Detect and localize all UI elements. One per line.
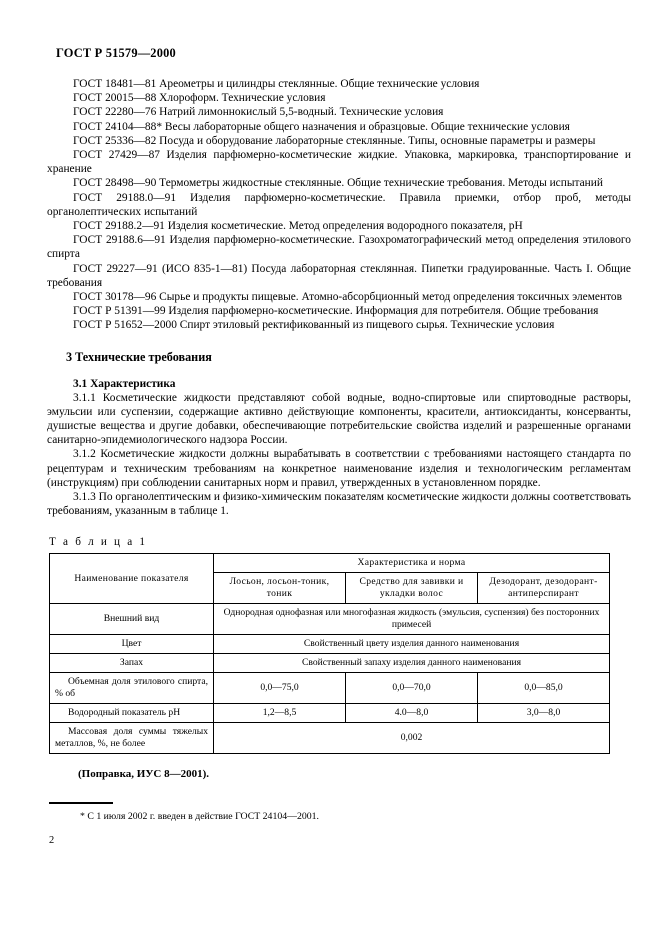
reference-entry: ГОСТ 25336—82 Посуда и оборудование лабораторные стеклянные. Типы, основные параметры и размеры xyxy=(73,134,596,147)
reference-entry: ГОСТ 29227—91 (ИСО 835-1—81) Посуда лабораторная стеклянная. Пипетки градуированные. Часть I. Общие требования xyxy=(47,262,631,289)
reference-entry: ГОСТ 30178—96 Сырье и продукты пищевые. Атомно-абсорбционный метод определения токсичных элементов xyxy=(73,291,622,304)
table-header-row-top xyxy=(50,554,610,573)
paragraph-3-1-2: 3.1.2 Косметические жидкости должны вырабатывать в соответствии с требованиями настоящего стандарта по рецептурам и техническим требованиям на конкретное наименование изделия и технологическим регламентам (инструкциям) при соблюдении санитарных норм и правил, утвержденных в установленном порядке. xyxy=(47,448,631,489)
row-indicator-color: Цвет xyxy=(50,635,214,654)
reference-entry: ГОСТ 22280—76 Натрий лимоннокислый 5,5-водный. Технические условия xyxy=(73,106,444,119)
row-value-ph-deodorant: 3,0—8,0 xyxy=(478,704,610,723)
row-value-heavy-metals: 0,002 xyxy=(214,723,610,754)
reference-entry: ГОСТ 24104—88* Весы лабораторные общего назначения и образцовые. Общие технические условия xyxy=(73,120,570,133)
paragraph-3-1-3: 3.1.3 По органолептическим и физико-химическим показателям косметические жидкости должны соответствовать требованиям, указанным в таблице 1. xyxy=(47,491,631,518)
row-value-ethanol-deodorant: 0,0—85,0 xyxy=(478,673,610,704)
paragraph-3-1-1: 3.1.1 Косметические жидкости представляют собой водные, водно-спиртовые или спиртоводные растворы, эмульсии или суспензии, содержащие активно действующие компоненты, красители, антиоксиданты, консерванты, душистые вещества и другие добавки, обеспечивающие потребительские свойства изделий и разрешенные органами санитарно-эпидемиологического надзора России. xyxy=(47,391,631,447)
reference-entry: ГОСТ 29188.6—91 Изделия парфюмерно-косметические. Газохроматографический метод определения этилового спирта xyxy=(47,234,631,261)
specification-table xyxy=(49,553,610,754)
reference-entry: ГОСТ 18481—81 Ареометры и цилиндры стеклянные. Общие технические условия xyxy=(73,78,480,90)
row-value-odor: Свойственный запаху изделия данного наименования xyxy=(214,654,610,673)
table-header-indicator-name: Наименование показателя xyxy=(50,554,214,604)
page-number: 2 xyxy=(49,834,55,846)
reference-entry: ГОСТ Р 51391—99 Изделия парфюмерно-косметические. Информация для потребителя. Общие требования xyxy=(73,305,599,318)
table-header-column-hair-styling: Средство для завивки и укладки волос xyxy=(346,573,478,604)
reference-entry: ГОСТ 29188.2—91 Изделия косметические. Метод определения водородного показателя, рН xyxy=(73,220,523,233)
section3-paragraphs xyxy=(47,391,631,519)
row-indicator-heavy-metals: Массовая доля суммы тяжелых металлов, %, не более xyxy=(50,723,214,754)
row-value-ethanol-hair: 0,0—70,0 xyxy=(346,673,478,704)
table-row xyxy=(50,704,610,723)
table-header-column-lotion: Лосьон, лосьон-тоник, тоник xyxy=(214,573,346,604)
row-value-ph-hair: 4.0—8,0 xyxy=(346,704,478,723)
row-indicator-ethanol-fraction: Объемная доля этилового спирта, % об xyxy=(50,673,214,704)
reference-entry: ГОСТ 28498—90 Термометры жидкостные стеклянные. Общие технические требования. Методы испытаний xyxy=(73,177,603,190)
table-row xyxy=(50,635,610,654)
row-indicator-odor: Запах xyxy=(50,654,214,673)
table-header-group: Характеристика и норма xyxy=(214,554,610,573)
normative-references-list xyxy=(47,77,631,333)
reference-entry: ГОСТ 29188.0—91 Изделия парфюмерно-косметические. Правила приемки, отбор проб, методы органолептических испытаний xyxy=(47,191,631,218)
standard-header: ГОСТ Р 51579—2000 xyxy=(56,46,176,60)
row-value-ph-lotion: 1,2—8,5 xyxy=(214,704,346,723)
footnote-divider xyxy=(49,802,113,803)
table-row xyxy=(50,654,610,673)
reference-entry: ГОСТ Р 51652—2000 Спирт этиловый ректификованный из пищевого сырья. Технические условия xyxy=(73,319,555,332)
footnote-text: * С 1 июля 2002 г. введен в действие ГОСТ 24104—2001. xyxy=(80,810,319,822)
row-value-color: Свойственный цвету изделия данного наименования xyxy=(214,635,610,654)
row-value-ethanol-lotion: 0,0—75,0 xyxy=(214,673,346,704)
table-row xyxy=(50,723,610,754)
row-indicator-appearance: Внешний вид xyxy=(50,604,214,635)
table-row xyxy=(50,604,610,635)
reference-entry: ГОСТ 27429—87 Изделия парфюмерно-косметические жидкие. Упаковка, маркировка, транспортирование и хранение xyxy=(47,149,631,176)
table-caption: Т а б л и ц а 1 xyxy=(49,536,148,549)
section-title-technical-requirements: 3 Технические требования xyxy=(66,349,212,364)
table-row xyxy=(50,673,610,704)
subsection-title-characteristics: 3.1 Характеристика xyxy=(73,377,176,390)
reference-entry: ГОСТ 20015—88 Хлороформ. Технические условия xyxy=(73,92,326,105)
table-header-column-deodorant: Дезодорант, дезодорант-антиперспирант xyxy=(478,573,610,604)
row-value-appearance: Однородная однофазная или многофазная жидкость (эмульсия, суспензия) без посторонних примесей xyxy=(214,604,610,635)
row-indicator-ph: Водородный показатель рН xyxy=(50,704,214,723)
correction-note: (Поправка, ИУС 8—2001). xyxy=(78,768,210,781)
